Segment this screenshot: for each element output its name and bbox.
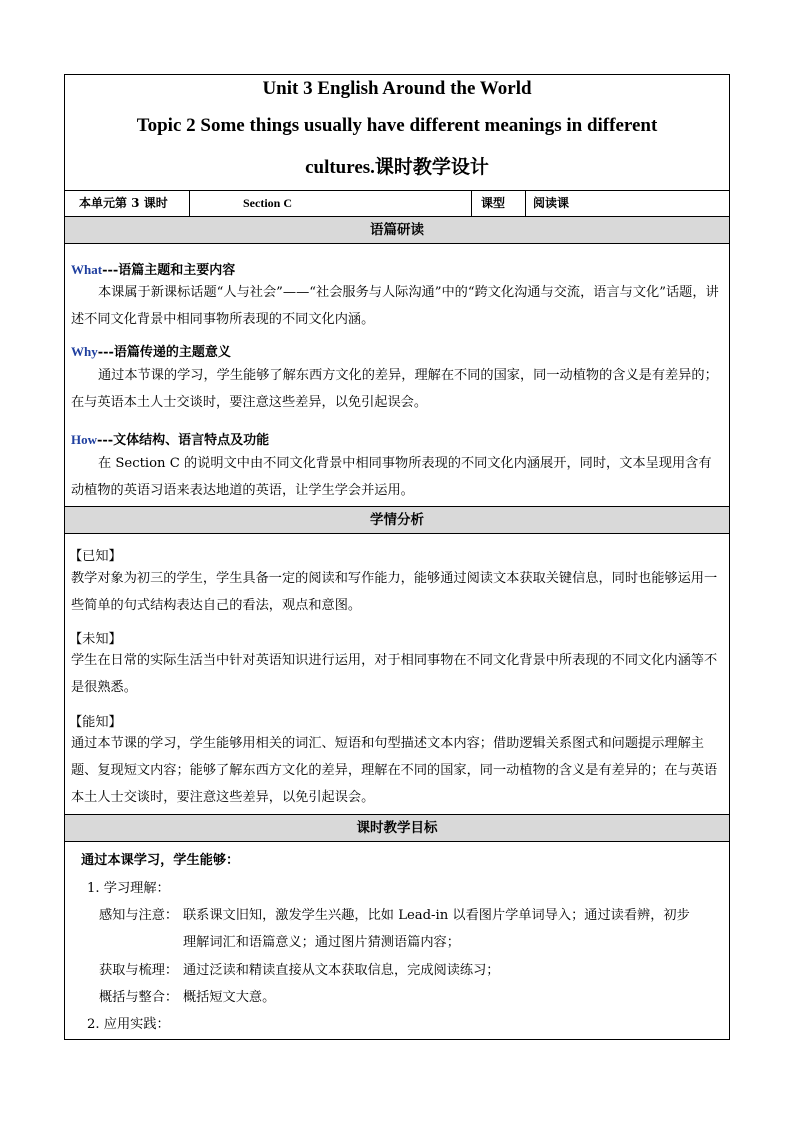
acquire-text: 通过泛读和精读直接从文本获取信息，完成阅读练习； [183,963,500,978]
known-label: 【已知】 [69,549,122,564]
column-divider [189,191,190,216]
section-header-text-study: 语篇研读 [65,217,729,244]
learner-analysis-content [65,535,729,815]
able-paragraph: 通过本节课的学习，学生能够用相关的词汇、短语和句型描述文本内容；借助逻辑关系图式和问题提示理解主题、复现短文内容；能够了解东西方文化的差异，理解在不同的国家，同一动植物的含义是有差异的；在与英语本土人士交谈时，要注意这些差异，以免引起误会。 [71,736,718,805]
acquire-label: 获取与梳理： [99,963,179,978]
text-study-content [65,245,729,507]
how-paragraph: 在 Section C 的说明文中由不同文化背景中相同事物所表现的不同文化内涵展开，同时，文本呈现用含有动植物的英语习语来表达地道的英语，让学生学会并运用。 [71,456,712,498]
section-header-learner-analysis: 学情分析 [65,507,729,534]
what-heading: What---语篇主题和主要内容 [71,262,236,278]
able-label: 【能知】 [69,715,122,730]
known-paragraph: 教学对象为初三的学生，学生具备一定的阅读和写作能力，能够通过阅读文本获取关键信息，同时也能够运用一些简单的句式结构表达自己的看法，观点和意图。 [71,571,718,613]
lesson-plan-table [64,74,730,1040]
unknown-paragraph: 学生在日常的实际生活当中针对英语知识进行运用，对于相同事物在不同文化背景中所表现的不同文化内涵等不是很熟悉。 [71,653,718,695]
why-key: Why [71,344,98,359]
objective-item-1: 1. 学习理解： [87,881,170,896]
column-divider [471,191,472,216]
column-divider [525,191,526,216]
unknown-label: 【未知】 [69,632,122,647]
unit-title: Unit 3 English Around the World [262,78,532,99]
objectives-intro: 通过本课学习，学生能够： [81,853,240,868]
title-block [65,75,729,191]
why-heading: Why---语篇传递的主题意义 [71,344,231,360]
what-key: What [71,262,103,277]
type-label: 课型 [481,196,506,210]
how-key: How [71,432,97,447]
info-row [65,191,729,217]
type-value: 阅读课 [533,196,570,210]
how-heading: How---文体结构、语言特点及功能 [71,432,270,448]
section-header-objectives: 课时教学目标 [65,815,729,842]
perceive-text-line2: 理解词汇和语篇意义；通过图片猜测语篇内容； [183,935,460,950]
period-label: 本单元第 3 课时 [79,196,168,210]
why-paragraph: 通过本节课的学习，学生能够了解东西方文化的差异，理解在不同的国家，同一动植物的含义是有差异的；在与英语本土人士交谈时，要注意这些差异，以免引起误会。 [71,368,718,410]
objectives-content [65,843,729,1039]
what-paragraph: 本课属于新课标话题“人与社会”——“社会服务与人际沟通”中的“跨文化沟通与交流，语言与文化”话题，讲述不同文化背景中相同事物所表现的不同文化内涵。 [71,285,719,327]
perceive-label: 感知与注意： [99,908,179,923]
summarize-text: 概括短文大意。 [183,990,276,1005]
section-name: Section C [243,196,292,210]
topic-title: Topic 2 Some things usually have different meanings in different [136,115,658,136]
summarize-label: 概括与整合： [99,990,179,1005]
topic-title-continued: cultures.课时教学设计 [305,157,489,178]
objective-item-2: 2. 应用实践： [87,1017,170,1032]
perceive-text-line1: 联系课文旧知，激发学生兴趣，比如 Lead-in 以看图片学单词导入；通过读看辨，初步 [183,908,690,923]
